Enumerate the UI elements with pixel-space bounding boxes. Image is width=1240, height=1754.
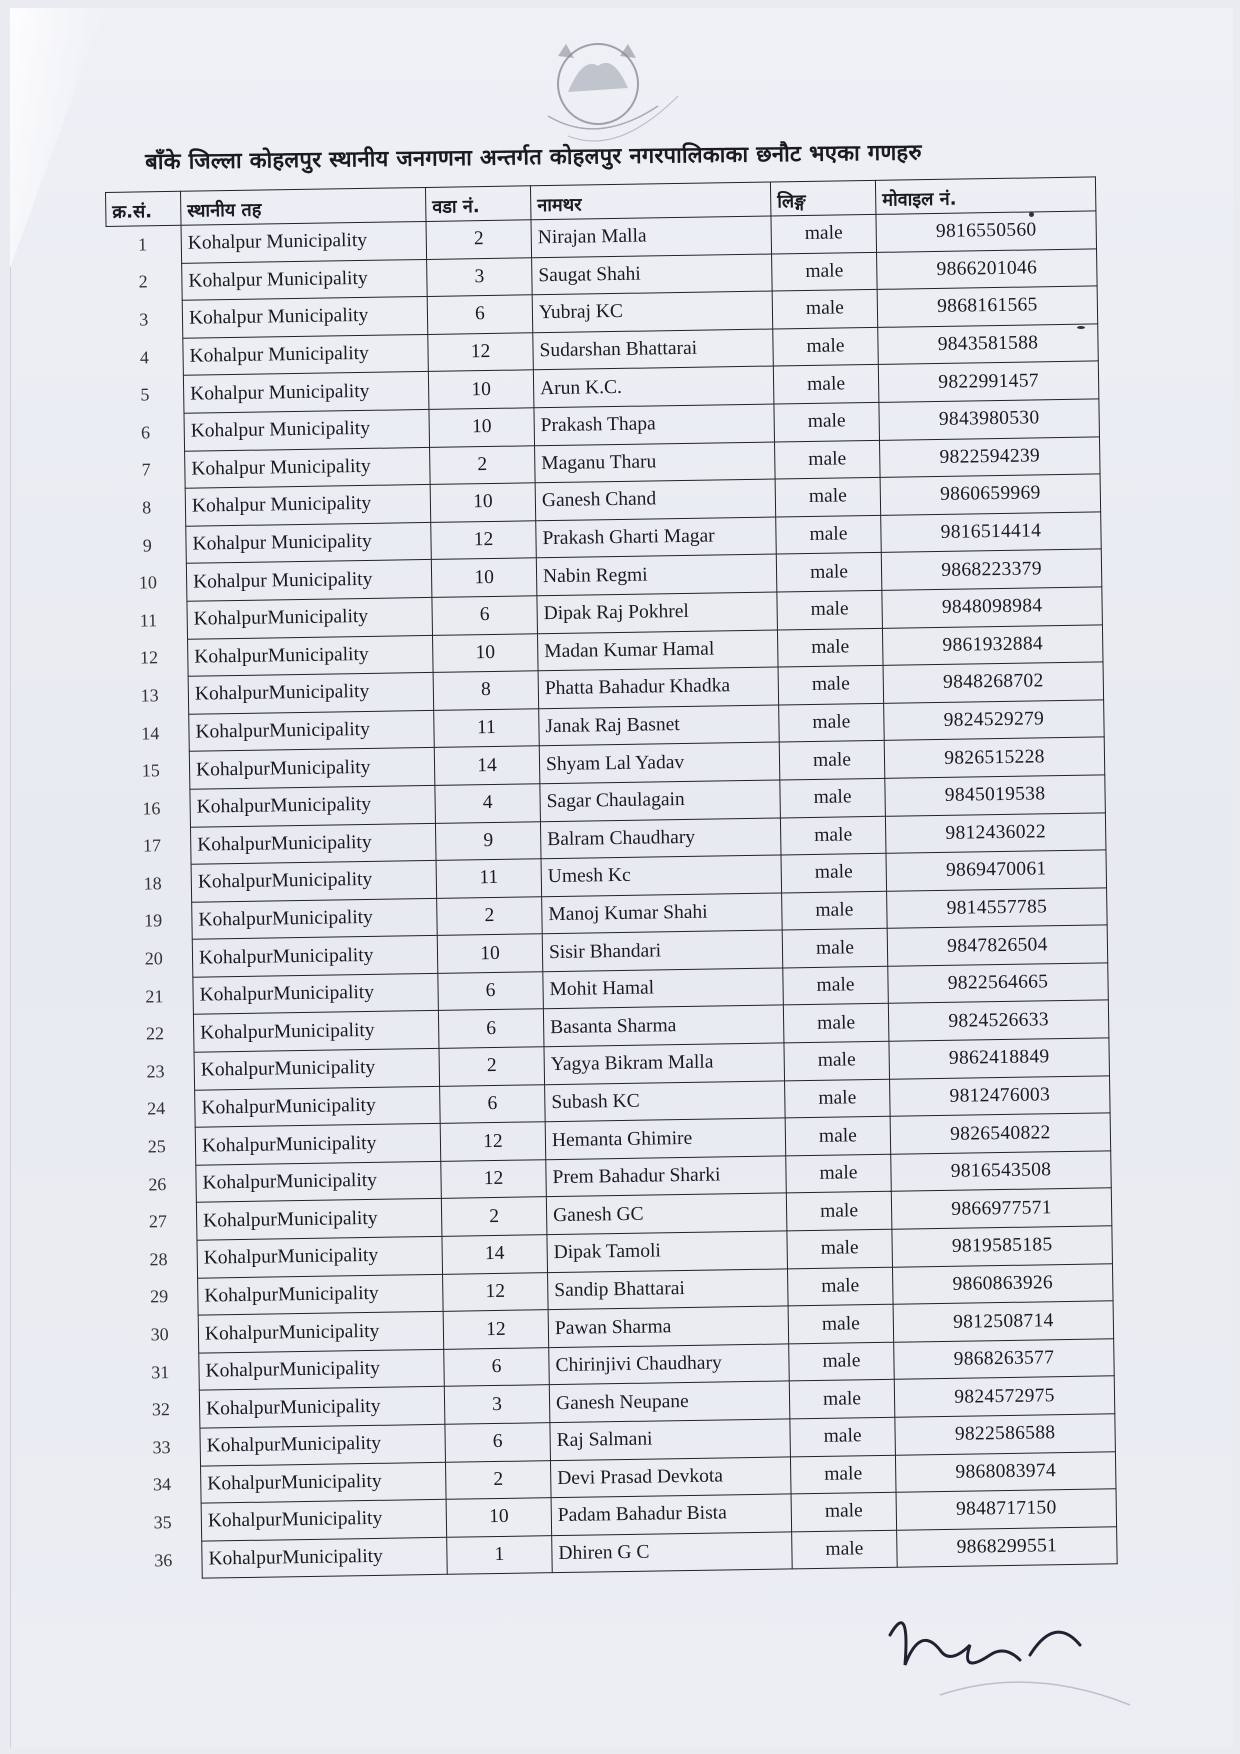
row-municipality: Kohalpur Municipality <box>181 221 427 262</box>
officer-signature <box>880 1605 1140 1725</box>
row-sn: 3 <box>139 309 149 330</box>
row-municipality: KohalpurMunicipality <box>197 1236 443 1277</box>
row-municipality: KohalpurMunicipality <box>190 823 436 864</box>
row-ward: 2 <box>437 896 543 935</box>
row-municipality: Kohalpur Municipality <box>182 297 428 338</box>
row-ward: 6 <box>438 972 544 1011</box>
row-mobile: 9819585185 <box>892 1226 1113 1267</box>
row-ward: 12 <box>428 333 534 372</box>
row-mobile: 9822991457 <box>878 361 1099 402</box>
ink-speck <box>1029 212 1034 217</box>
row-municipality: KohalpurMunicipality <box>200 1424 446 1465</box>
row-ward: 6 <box>427 295 533 334</box>
row-name: Raj Salmani <box>550 1419 791 1460</box>
row-gender: male <box>781 853 887 892</box>
row-gender: male <box>787 1229 893 1268</box>
row-sn: 13 <box>140 685 159 706</box>
row-gender: male <box>778 665 884 704</box>
row-mobile: 9848268702 <box>883 662 1104 703</box>
row-mobile: 9860659969 <box>880 474 1101 515</box>
document-title: बाँके जिल्ला कोहलपुर स्थानीय जनगणना अन्तर्गत कोहलपुर नगरपालिकाका छनौट भएका गणहरु <box>145 140 922 175</box>
row-ward: 10 <box>432 633 538 672</box>
row-name: Chirinjivi Chaudhary <box>549 1344 790 1385</box>
row-sn: 1 <box>137 234 148 255</box>
row-ward: 12 <box>443 1310 549 1349</box>
row-mobile: 9861932884 <box>882 624 1103 665</box>
row-gender: male <box>786 1154 892 1193</box>
header-local-level: स्थानीय तह <box>180 187 426 225</box>
row-sn: 32 <box>151 1399 171 1420</box>
row-mobile: 9868223379 <box>881 549 1102 590</box>
row-name: Prakash Gharti Magar <box>536 517 777 558</box>
row-name: Ganesh GC <box>546 1193 787 1234</box>
row-name: Janak Raj Basnet <box>539 705 780 746</box>
row-ward: 3 <box>444 1385 550 1424</box>
row-ward: 9 <box>435 821 541 860</box>
row-sn: 12 <box>139 647 159 668</box>
row-mobile: 9812508714 <box>893 1301 1114 1342</box>
row-municipality: KohalpurMunicipality <box>196 1199 442 1240</box>
row-municipality: KohalpurMunicipality <box>198 1274 444 1315</box>
row-municipality: KohalpurMunicipality <box>188 635 434 676</box>
row-ward: 6 <box>444 1347 550 1386</box>
row-name: Manoj Kumar Shahi <box>542 893 783 934</box>
row-sn: 11 <box>139 609 158 631</box>
row-sn: 7 <box>141 459 151 480</box>
row-gender: male <box>771 214 877 253</box>
row-mobile: 9866201046 <box>877 249 1098 290</box>
row-sn: 2 <box>138 271 148 292</box>
selected-enumerators-table <box>105 176 1118 1580</box>
row-sn: 29 <box>149 1286 169 1307</box>
row-mobile: 9843980530 <box>879 399 1100 440</box>
row-municipality: Kohalpur Municipality <box>185 485 431 526</box>
row-mobile: 9824572975 <box>894 1376 1115 1417</box>
row-gender: male <box>774 402 880 441</box>
row-municipality: KohalpurMunicipality <box>187 597 433 638</box>
row-name: Dhiren G C <box>552 1532 793 1573</box>
row-mobile: 9862418849 <box>889 1038 1110 1079</box>
row-sn: 25 <box>147 1136 166 1157</box>
row-ward: 10 <box>437 934 543 973</box>
row-gender: male <box>783 966 889 1005</box>
row-gender: male <box>791 1492 897 1531</box>
row-municipality: KohalpurMunicipality <box>191 860 437 901</box>
row-name: Mohit Hamal <box>543 968 784 1009</box>
row-municipality: KohalpurMunicipality <box>192 898 438 939</box>
row-sn: 20 <box>144 948 163 969</box>
row-mobile: 9822594239 <box>879 436 1100 477</box>
row-name: Ganesh Chand <box>535 479 776 520</box>
row-gender: male <box>789 1380 895 1419</box>
row-mobile: 9868263577 <box>894 1339 1115 1380</box>
row-ward: 10 <box>446 1498 552 1537</box>
row-municipality: KohalpurMunicipality <box>199 1387 445 1428</box>
row-name: Padam Bahadur Bista <box>551 1494 792 1535</box>
row-gender: male <box>789 1342 895 1381</box>
row-sn: 5 <box>140 384 150 405</box>
row-gender: male <box>786 1192 892 1231</box>
row-ward: 4 <box>435 784 541 823</box>
row-municipality: KohalpurMunicipality <box>196 1161 442 1202</box>
header-mobile: मोवाइल नं. <box>875 177 1096 214</box>
row-sn: 6 <box>140 422 151 443</box>
row-gender: male <box>787 1267 893 1306</box>
row-mobile: 9848717150 <box>896 1489 1117 1530</box>
row-municipality: KohalpurMunicipality <box>195 1124 441 1165</box>
row-name: Yubraj KC <box>532 291 773 332</box>
row-name: Dipak Raj Pokhrel <box>537 592 778 633</box>
row-mobile: 9845019538 <box>885 775 1106 816</box>
row-mobile: 9860863926 <box>892 1263 1113 1304</box>
row-mobile: 9866977571 <box>891 1188 1112 1229</box>
row-sn: 24 <box>147 1098 166 1119</box>
row-name: Sisir Bhandari <box>542 930 783 971</box>
row-gender: male <box>780 816 886 855</box>
row-mobile: 9869470061 <box>886 850 1107 891</box>
row-ward: 10 <box>430 483 536 522</box>
row-ward: 6 <box>445 1423 551 1462</box>
row-name: Pawan Sharma <box>548 1306 789 1347</box>
row-name: Shyam Lal Yadav <box>539 742 780 783</box>
row-municipality: Kohalpur Municipality <box>184 409 430 450</box>
row-sn: 17 <box>142 835 162 856</box>
row-municipality: KohalpurMunicipality <box>189 710 435 751</box>
row-ward: 10 <box>431 558 537 597</box>
row-gender: male <box>784 1041 890 1080</box>
row-ward: 2 <box>445 1460 551 1499</box>
row-sn: 36 <box>154 1549 173 1570</box>
row-sn: 34 <box>152 1474 172 1495</box>
row-name: Dipak Tamoli <box>547 1231 788 1272</box>
row-municipality: Kohalpur Municipality <box>182 259 428 300</box>
row-sn: 35 <box>153 1512 172 1533</box>
row-gender: male <box>773 365 879 404</box>
row-ward: 2 <box>441 1197 547 1236</box>
row-mobile: 9814557785 <box>887 888 1108 929</box>
header-sn: क्र.सं. <box>106 191 182 226</box>
row-ward: 6 <box>440 1084 546 1123</box>
row-municipality: KohalpurMunicipality <box>189 748 435 789</box>
ink-speck <box>1077 326 1085 329</box>
row-ward: 12 <box>443 1272 549 1311</box>
row-sn: 21 <box>145 985 164 1007</box>
row-gender: male <box>782 891 888 930</box>
row-sn: 9 <box>142 534 152 555</box>
row-gender: male <box>783 1004 889 1043</box>
row-name: Basanta Sharma <box>543 1005 784 1046</box>
row-municipality: Kohalpur Municipality <box>183 334 429 375</box>
row-gender: male <box>782 929 888 968</box>
row-ward: 12 <box>431 521 537 560</box>
row-sn: 14 <box>141 722 160 744</box>
row-sn: 27 <box>148 1211 168 1232</box>
row-municipality: KohalpurMunicipality <box>195 1086 441 1127</box>
row-gender: male <box>779 741 885 780</box>
row-ward: 10 <box>428 370 534 409</box>
row-municipality: KohalpurMunicipality <box>193 973 439 1014</box>
row-gender: male <box>790 1417 896 1456</box>
row-name: Nirajan Malla <box>531 216 772 257</box>
row-mobile: 9812436022 <box>885 812 1106 853</box>
row-gender: male <box>775 478 881 517</box>
row-mobile: 9816543508 <box>891 1151 1112 1192</box>
row-municipality: Kohalpur Municipality <box>186 560 432 601</box>
row-sn: 10 <box>138 572 158 593</box>
row-gender: male <box>773 327 879 366</box>
row-gender: male <box>785 1079 891 1118</box>
row-sn: 28 <box>149 1248 168 1270</box>
row-municipality: KohalpurMunicipality <box>201 1462 447 1503</box>
row-name: Subash KC <box>545 1081 786 1122</box>
row-ward: 14 <box>442 1235 548 1274</box>
row-ward: 1 <box>447 1535 553 1574</box>
row-name: Saugat Shahi <box>532 254 773 295</box>
row-gender: male <box>772 252 878 291</box>
header-gender: लिङ्ग <box>770 180 876 216</box>
row-sn: 8 <box>142 497 152 518</box>
row-mobile: 9847826504 <box>887 925 1108 966</box>
row-ward: 2 <box>426 220 532 259</box>
header-name: नामथर <box>530 182 771 220</box>
row-gender: male <box>790 1455 896 1494</box>
row-gender: male <box>780 778 886 817</box>
row-gender: male <box>777 628 883 667</box>
row-gender: male <box>785 1117 891 1156</box>
row-mobile: 9843581588 <box>878 324 1099 365</box>
row-sn: 16 <box>142 797 161 819</box>
row-municipality: Kohalpur Municipality <box>186 522 432 563</box>
row-municipality: KohalpurMunicipality <box>193 1011 439 1052</box>
row-sn: 4 <box>139 346 150 368</box>
row-ward: 2 <box>430 445 536 484</box>
row-municipality: KohalpurMunicipality <box>194 1048 440 1089</box>
row-mobile: 9816514414 <box>881 512 1102 553</box>
row-mobile: 9816550560 <box>876 211 1097 252</box>
row-name: Sandip Bhattarai <box>548 1269 789 1310</box>
row-name: Balram Chaudhary <box>540 817 781 858</box>
row-ward: 10 <box>429 408 535 447</box>
row-name: Umesh Kc <box>541 855 782 896</box>
row-gender: male <box>792 1530 898 1569</box>
row-ward: 8 <box>433 671 539 710</box>
row-gender: male <box>777 590 883 629</box>
row-sn: 33 <box>152 1436 171 1458</box>
row-name: Arun K.C. <box>533 366 774 407</box>
row-sn: 15 <box>141 760 160 781</box>
header-ward: वडा नं. <box>425 186 531 222</box>
row-name: Phatta Bahadur Khadka <box>538 667 779 708</box>
selected-enumerators-table-container <box>105 176 1118 1580</box>
row-gender: male <box>788 1304 894 1343</box>
row-ward: 11 <box>436 859 542 898</box>
row-sn: 26 <box>148 1173 167 1195</box>
row-name: Maganu Tharu <box>535 442 776 483</box>
row-municipality: KohalpurMunicipality <box>190 785 436 826</box>
row-name: Madan Kumar Hamal <box>537 630 778 671</box>
row-mobile: 9824529279 <box>884 700 1105 741</box>
row-name: Prakash Thapa <box>534 404 775 445</box>
row-name: Ganesh Neupane <box>549 1381 790 1422</box>
row-municipality: Kohalpur Municipality <box>185 447 431 488</box>
row-municipality: KohalpurMunicipality <box>202 1537 448 1578</box>
row-name: Devi Prasad Devkota <box>550 1456 791 1497</box>
row-ward: 3 <box>427 257 533 296</box>
row-gender: male <box>772 290 878 329</box>
row-mobile: 9868161565 <box>877 286 1098 327</box>
row-sn: 22 <box>145 1023 165 1044</box>
row-municipality: Kohalpur Municipality <box>183 372 429 413</box>
row-sn: 18 <box>143 873 162 894</box>
row-name: Hemanta Ghimire <box>545 1118 786 1159</box>
row-ward: 6 <box>432 596 538 635</box>
row-mobile: 9826540822 <box>890 1113 1111 1154</box>
row-mobile: 9848098984 <box>882 587 1103 628</box>
row-mobile: 9868083974 <box>895 1451 1116 1492</box>
row-mobile: 9812476003 <box>890 1075 1111 1116</box>
row-mobile: 9826515228 <box>884 737 1105 778</box>
row-name: Sagar Chaulagain <box>540 780 781 821</box>
row-ward: 12 <box>440 1122 546 1161</box>
row-name: Sudarshan Bhattarai <box>533 329 774 370</box>
row-sn: 23 <box>146 1061 165 1082</box>
row-mobile: 9822586588 <box>895 1414 1116 1455</box>
row-gender: male <box>779 703 885 742</box>
row-name: Nabin Regmi <box>536 554 777 595</box>
row-name: Yagya Bikram Malla <box>544 1043 785 1084</box>
row-ward: 6 <box>438 1009 544 1048</box>
table-body <box>106 211 1117 1580</box>
row-mobile: 9822564665 <box>888 963 1109 1004</box>
row-mobile: 9868299551 <box>897 1527 1118 1568</box>
row-gender: male <box>775 440 881 479</box>
row-municipality: KohalpurMunicipality <box>199 1349 445 1390</box>
row-mobile: 9824526633 <box>888 1000 1109 1041</box>
row-name: Prem Bahadur Sharki <box>546 1156 787 1197</box>
row-ward: 12 <box>441 1160 547 1199</box>
row-sn: 31 <box>151 1361 170 1383</box>
row-municipality: KohalpurMunicipality <box>188 673 434 714</box>
row-ward: 2 <box>439 1047 545 1086</box>
row-gender: male <box>776 515 882 554</box>
row-municipality: KohalpurMunicipality <box>201 1499 447 1540</box>
row-sn: 30 <box>150 1324 169 1345</box>
row-ward: 14 <box>434 746 540 785</box>
row-gender: male <box>776 553 882 592</box>
row-ward: 11 <box>434 708 540 747</box>
row-municipality: KohalpurMunicipality <box>192 936 438 977</box>
row-municipality: KohalpurMunicipality <box>198 1312 444 1353</box>
row-sn: 19 <box>144 910 163 931</box>
